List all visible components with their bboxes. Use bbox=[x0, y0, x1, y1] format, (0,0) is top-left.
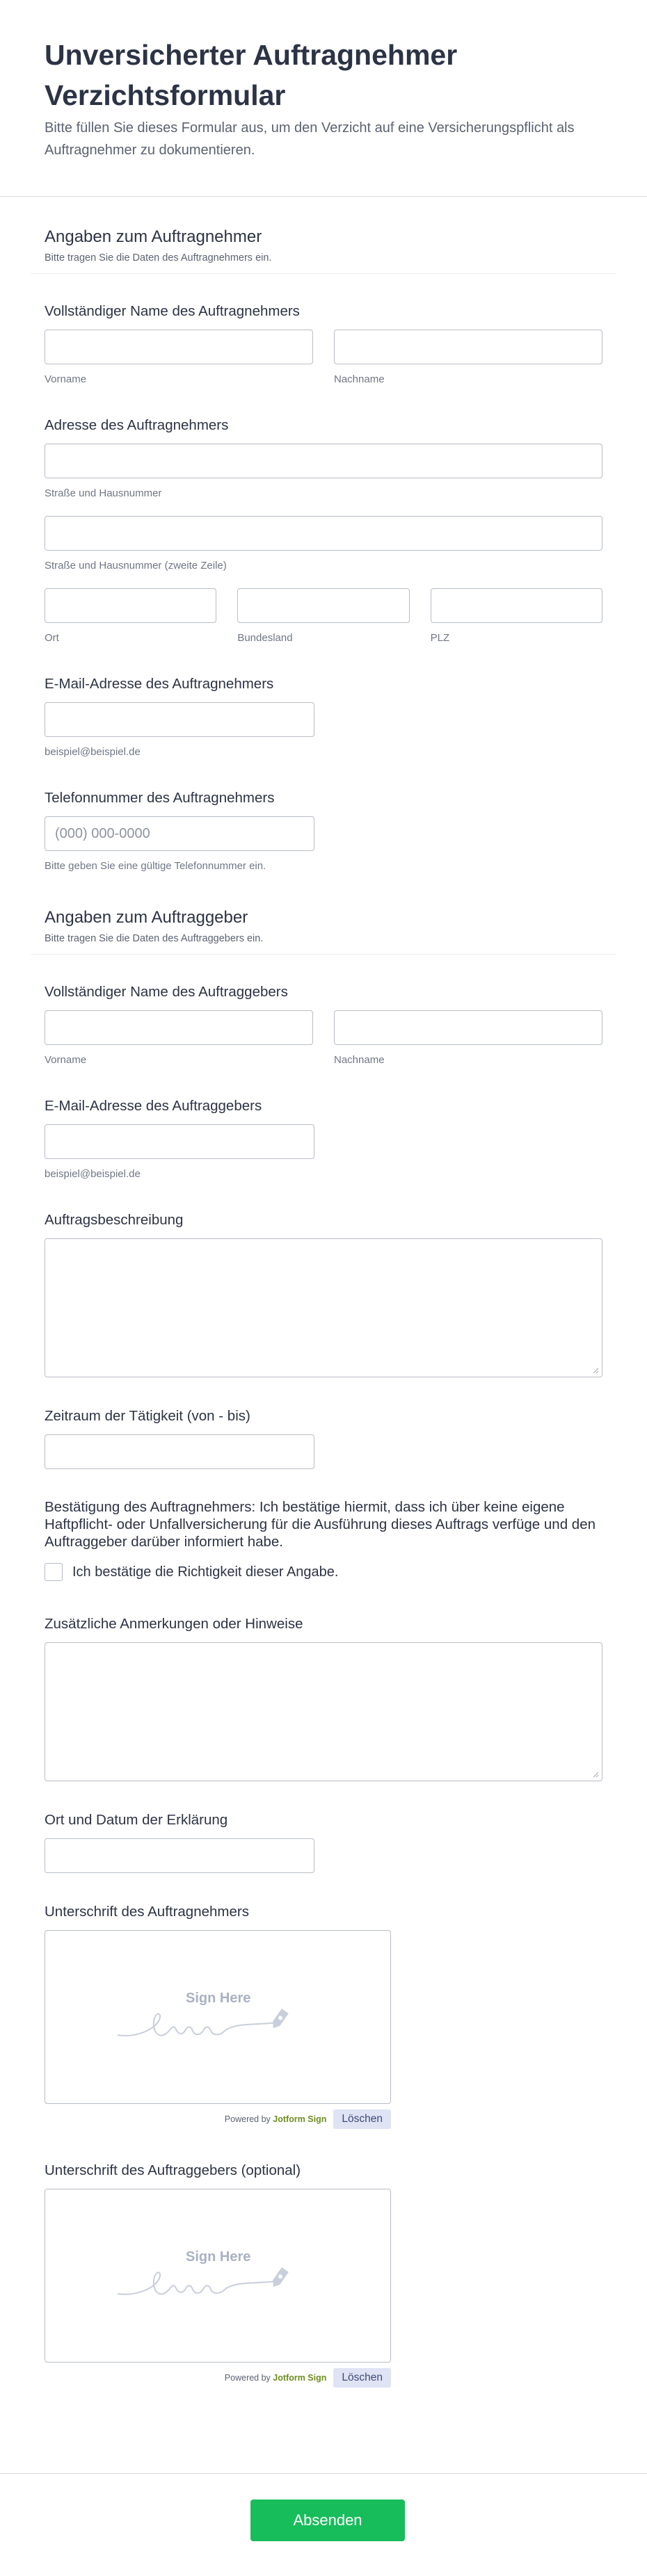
signature-scribble-icon bbox=[116, 1995, 325, 2043]
notes-label: Zusätzliche Anmerkungen oder Hinweise bbox=[45, 1616, 303, 1632]
period-field bbox=[31, 1407, 616, 1469]
contractor-name-field bbox=[31, 302, 616, 387]
confirmation-label: Bestätigung des Auftragnehmers: Ich bestätige hiermit, dass ich über keine eigene Haftpflicht- oder Unfallversicherung für die Ausführung dieses Auftrags verfüge und den Auftraggeber darüber informiert habe. bbox=[45, 1499, 596, 1550]
period-input[interactable] bbox=[45, 1434, 314, 1469]
client-email-label: E-Mail-Adresse des Auftraggebers bbox=[45, 1098, 262, 1114]
contractor-last-name-sublabel: Nachname bbox=[334, 373, 385, 385]
contractor-section-header bbox=[31, 197, 616, 274]
form-header bbox=[0, 0, 647, 197]
client-section-title: Angaben zum Auftraggeber bbox=[45, 908, 248, 927]
place-date-field bbox=[31, 1811, 616, 1873]
contractor-section-subtitle: Bitte tragen Sie die Daten des Auftragnehmers ein. bbox=[45, 252, 272, 264]
contractor-street1-sublabel: Straße und Hausnummer bbox=[45, 487, 162, 499]
contractor-email-label: E-Mail-Adresse des Auftragnehmers bbox=[45, 676, 274, 692]
client-name-field bbox=[31, 982, 616, 1067]
client-email-sublabel: beispiel@beispiel.de bbox=[45, 1168, 141, 1180]
client-signature-field bbox=[31, 2161, 616, 2388]
job-description-label: Auftragsbeschreibung bbox=[45, 1212, 184, 1228]
contractor-signature-clear-button[interactable]: Löschen bbox=[333, 2109, 391, 2129]
contractor-phone-label: Telefonnummer des Auftragnehmers bbox=[45, 790, 275, 806]
contractor-name-label: Vollständiger Name des Auftragnehmers bbox=[45, 303, 300, 319]
contractor-street1-input[interactable] bbox=[45, 444, 602, 478]
contractor-address-field bbox=[31, 416, 616, 645]
client-section-header bbox=[31, 873, 616, 955]
client-section-subtitle: Bitte tragen Sie die Daten des Auftraggebers ein. bbox=[45, 933, 264, 944]
contractor-email-sublabel: beispiel@beispiel.de bbox=[45, 746, 141, 758]
signature-hint: Sign Here bbox=[186, 1991, 251, 2006]
signature-hint: Sign Here bbox=[186, 2249, 251, 2265]
period-label: Zeitraum der Tätigkeit (von - bis) bbox=[45, 1408, 250, 1424]
contractor-phone-field bbox=[31, 788, 616, 873]
contractor-state-input[interactable] bbox=[237, 588, 409, 623]
notes-textarea[interactable] bbox=[45, 1642, 602, 1781]
form-description: Bitte füllen Sie dieses Formular aus, um den Verzicht auf eine Versicherungspflicht als Auftragnehmer zu dokumentieren. bbox=[45, 120, 575, 158]
notes-field bbox=[31, 1614, 616, 1781]
contractor-zip-input[interactable] bbox=[431, 588, 602, 623]
client-last-name-sublabel: Nachname bbox=[334, 1054, 385, 1066]
signature-scribble-icon bbox=[116, 2253, 325, 2302]
contractor-section-title: Angaben zum Auftragnehmer bbox=[45, 227, 262, 246]
client-name-label: Vollständiger Name des Auftraggebers bbox=[45, 984, 288, 1000]
contractor-street2-sublabel: Straße und Hausnummer (zweite Zeile) bbox=[45, 560, 227, 572]
form-title: Unversicherter Auftragnehmer Verzichtsformular bbox=[45, 39, 458, 111]
client-signature-label: Unterschrift des Auftraggebers (optional) bbox=[45, 2162, 301, 2178]
contractor-phone-input[interactable] bbox=[45, 816, 314, 851]
client-signature-clear-button[interactable]: Löschen bbox=[333, 2368, 391, 2388]
contractor-phone-sublabel: Bitte geben Sie eine gültige Telefonnummer ein. bbox=[45, 860, 266, 872]
contractor-last-name-input[interactable] bbox=[334, 330, 602, 364]
contractor-zip-sublabel: PLZ bbox=[430, 632, 450, 644]
confirmation-checkbox[interactable] bbox=[45, 1563, 63, 1581]
job-description-textarea[interactable] bbox=[45, 1238, 602, 1377]
contractor-first-name-sublabel: Vorname bbox=[45, 373, 87, 385]
client-section bbox=[31, 873, 616, 2388]
confirmation-checkbox-label[interactable]: Ich bestätige die Richtigkeit dieser Angabe. bbox=[72, 1564, 339, 1580]
contractor-city-input[interactable] bbox=[45, 588, 216, 623]
powered-by-text: Powered by Jotform Sign bbox=[224, 2114, 327, 2124]
contractor-section bbox=[31, 197, 616, 873]
place-date-input[interactable] bbox=[45, 1838, 314, 1873]
job-description-field bbox=[31, 1210, 616, 1377]
contractor-signature-label: Unterschrift des Auftragnehmers bbox=[45, 1904, 249, 1920]
resize-grip-icon[interactable] bbox=[592, 1367, 599, 1374]
client-first-name-input[interactable] bbox=[45, 1010, 313, 1045]
client-email-field bbox=[31, 1096, 616, 1181]
contractor-email-input[interactable] bbox=[45, 702, 314, 737]
contractor-email-field bbox=[31, 674, 616, 759]
contractor-state-sublabel: Bundesland bbox=[237, 632, 293, 644]
contractor-signature-field bbox=[31, 1902, 616, 2129]
powered-by-text: Powered by Jotform Sign bbox=[224, 2373, 327, 2383]
contractor-phone-placeholder: (000) 000-0000 bbox=[55, 825, 150, 841]
contractor-first-name-input[interactable] bbox=[45, 330, 313, 364]
resize-grip-icon[interactable] bbox=[592, 1771, 599, 1778]
contractor-address-label: Adresse des Auftragnehmers bbox=[45, 417, 229, 433]
form-footer bbox=[0, 2473, 647, 2576]
place-date-label: Ort und Datum der Erklärung bbox=[45, 1812, 228, 1828]
submit-button[interactable]: Absenden bbox=[250, 2500, 405, 2541]
contractor-city-sublabel: Ort bbox=[45, 632, 59, 644]
contractor-street2-input[interactable] bbox=[45, 516, 602, 551]
client-signature-pad[interactable] bbox=[45, 2189, 391, 2363]
contractor-signature-pad[interactable] bbox=[45, 1930, 391, 2104]
client-first-name-sublabel: Vorname bbox=[45, 1054, 87, 1066]
client-email-input[interactable] bbox=[45, 1124, 314, 1159]
client-last-name-input[interactable] bbox=[334, 1010, 602, 1045]
confirmation-field bbox=[31, 1498, 616, 1581]
